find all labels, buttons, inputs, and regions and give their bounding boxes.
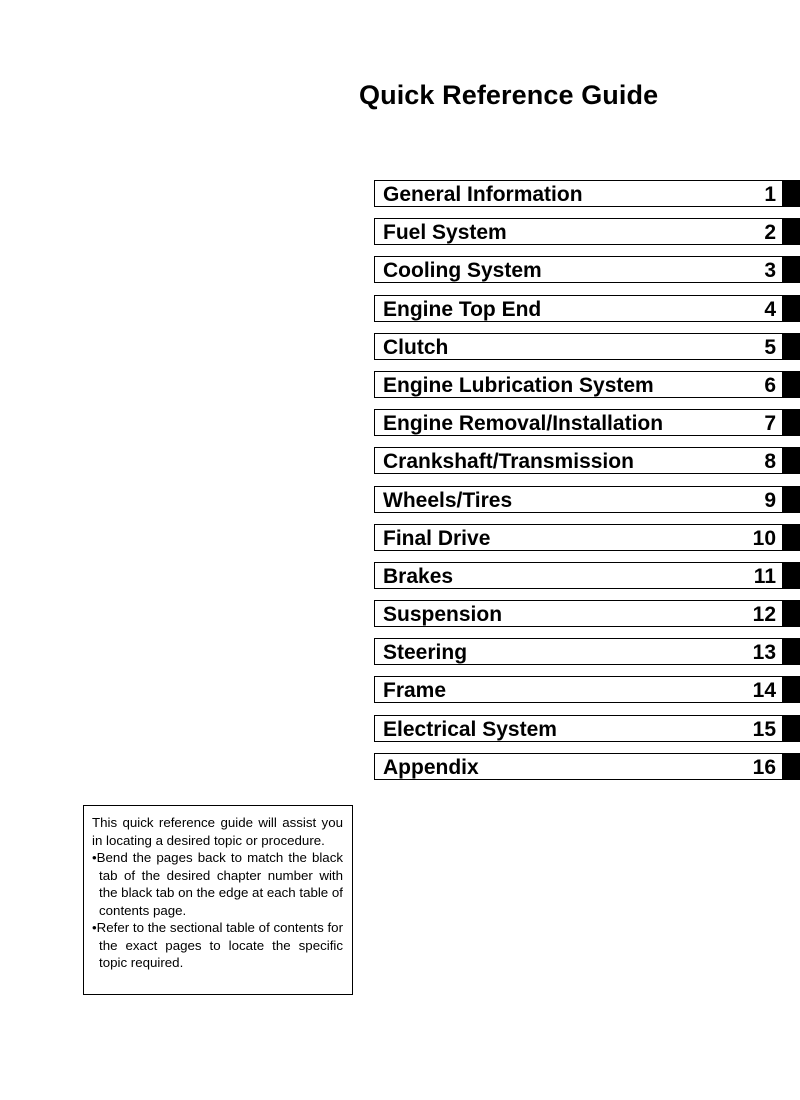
chapter-tab bbox=[782, 524, 800, 551]
chapter-title: Suspension bbox=[383, 603, 503, 627]
chapter-tab bbox=[782, 753, 800, 780]
chapter-row-suspension[interactable] bbox=[374, 600, 800, 638]
usage-note-intro: This quick reference guide will assist you in locating a desired topic or procedure. bbox=[92, 815, 343, 848]
chapter-row-steering[interactable] bbox=[374, 638, 800, 676]
chapter-tab bbox=[782, 409, 800, 436]
chapter-title: Final Drive bbox=[383, 526, 491, 550]
chapter-box bbox=[374, 486, 782, 513]
chapter-title: Electrical System bbox=[383, 717, 557, 741]
chapter-row-clutch[interactable] bbox=[374, 333, 800, 371]
chapter-box bbox=[374, 638, 782, 665]
chapter-title: Brakes bbox=[383, 564, 454, 588]
chapter-row-final-drive[interactable] bbox=[374, 524, 800, 562]
chapter-box bbox=[374, 218, 782, 245]
chapter-row-frame[interactable] bbox=[374, 676, 800, 714]
chapter-number: 2 bbox=[764, 221, 776, 245]
chapter-box bbox=[374, 256, 782, 283]
chapter-title: Appendix bbox=[383, 755, 479, 779]
chapter-row-crankshaft-transmission[interactable] bbox=[374, 447, 800, 485]
chapter-tab bbox=[782, 715, 800, 742]
chapter-box bbox=[374, 180, 782, 207]
chapter-number: 5 bbox=[764, 335, 776, 359]
chapter-number: 13 bbox=[752, 641, 776, 665]
chapter-number: 14 bbox=[752, 679, 776, 703]
chapter-title: Steering bbox=[383, 641, 468, 665]
chapter-title: Fuel System bbox=[383, 221, 507, 245]
chapter-box bbox=[374, 562, 782, 589]
chapter-number: 6 bbox=[764, 373, 776, 397]
chapter-tab bbox=[782, 256, 800, 283]
chapter-box bbox=[374, 715, 782, 742]
chapter-list bbox=[374, 180, 800, 791]
chapter-row-appendix[interactable] bbox=[374, 753, 800, 791]
chapter-tab bbox=[782, 333, 800, 360]
chapter-box bbox=[374, 753, 782, 780]
usage-note-bullet: •Bend the pages back to match the black tab of the desired chapter number with the black tab on the edge at each table of contents page. bbox=[92, 850, 343, 918]
chapter-tab bbox=[782, 562, 800, 589]
chapter-title: Clutch bbox=[383, 335, 449, 359]
chapter-box bbox=[374, 447, 782, 474]
chapter-tab bbox=[782, 180, 800, 207]
chapter-title: Frame bbox=[383, 679, 447, 703]
chapter-box bbox=[374, 600, 782, 627]
chapter-row-general-information[interactable] bbox=[374, 180, 800, 218]
chapter-number: 16 bbox=[752, 755, 776, 779]
usage-note-box bbox=[83, 805, 353, 995]
chapter-title: General Information bbox=[383, 183, 583, 206]
chapter-row-engine-removal-installation[interactable] bbox=[374, 409, 800, 447]
chapter-number: 9 bbox=[764, 488, 776, 512]
chapter-box bbox=[374, 409, 782, 436]
chapter-title: Engine Top End bbox=[383, 297, 542, 321]
chapter-number: 12 bbox=[752, 603, 776, 627]
chapter-box bbox=[374, 295, 782, 322]
chapter-tab bbox=[782, 447, 800, 474]
chapter-row-cooling-system[interactable] bbox=[374, 256, 800, 294]
chapter-box bbox=[374, 524, 782, 551]
page-title: Quick Reference Guide bbox=[359, 80, 659, 110]
chapter-title: Crankshaft/Transmission bbox=[383, 450, 634, 474]
chapter-number: 3 bbox=[764, 259, 776, 283]
chapter-number: 1 bbox=[764, 183, 776, 206]
chapter-row-wheels-tires[interactable] bbox=[374, 486, 800, 524]
chapter-number: 15 bbox=[752, 717, 776, 741]
chapter-tab bbox=[782, 638, 800, 665]
usage-note-bullet: •Refer to the sectional table of contents for the exact pages to locate the specific topic required. bbox=[92, 920, 343, 970]
chapter-row-engine-lubrication-system[interactable] bbox=[374, 371, 800, 409]
chapter-title: Engine Removal/Installation bbox=[383, 412, 664, 436]
chapter-row-fuel-system[interactable] bbox=[374, 218, 800, 256]
chapter-tab bbox=[782, 486, 800, 513]
chapter-row-brakes[interactable] bbox=[374, 562, 800, 600]
chapter-number: 11 bbox=[753, 564, 776, 588]
chapter-box bbox=[374, 371, 782, 398]
chapter-number: 8 bbox=[764, 450, 776, 474]
chapter-number: 7 bbox=[764, 412, 776, 436]
chapter-row-electrical-system[interactable] bbox=[374, 715, 800, 753]
chapter-tab bbox=[782, 676, 800, 703]
chapter-tab bbox=[782, 371, 800, 398]
chapter-title: Cooling System bbox=[383, 259, 542, 283]
chapter-title: Wheels/Tires bbox=[383, 488, 513, 512]
chapter-box bbox=[374, 333, 782, 360]
chapter-tab bbox=[782, 600, 800, 627]
chapter-number: 10 bbox=[752, 526, 776, 550]
chapter-row-engine-top-end[interactable] bbox=[374, 295, 800, 333]
chapter-title: Engine Lubrication System bbox=[383, 373, 654, 397]
chapter-tab bbox=[782, 295, 800, 322]
chapter-tab bbox=[782, 218, 800, 245]
chapter-number: 4 bbox=[764, 297, 776, 321]
chapter-box bbox=[374, 676, 782, 703]
